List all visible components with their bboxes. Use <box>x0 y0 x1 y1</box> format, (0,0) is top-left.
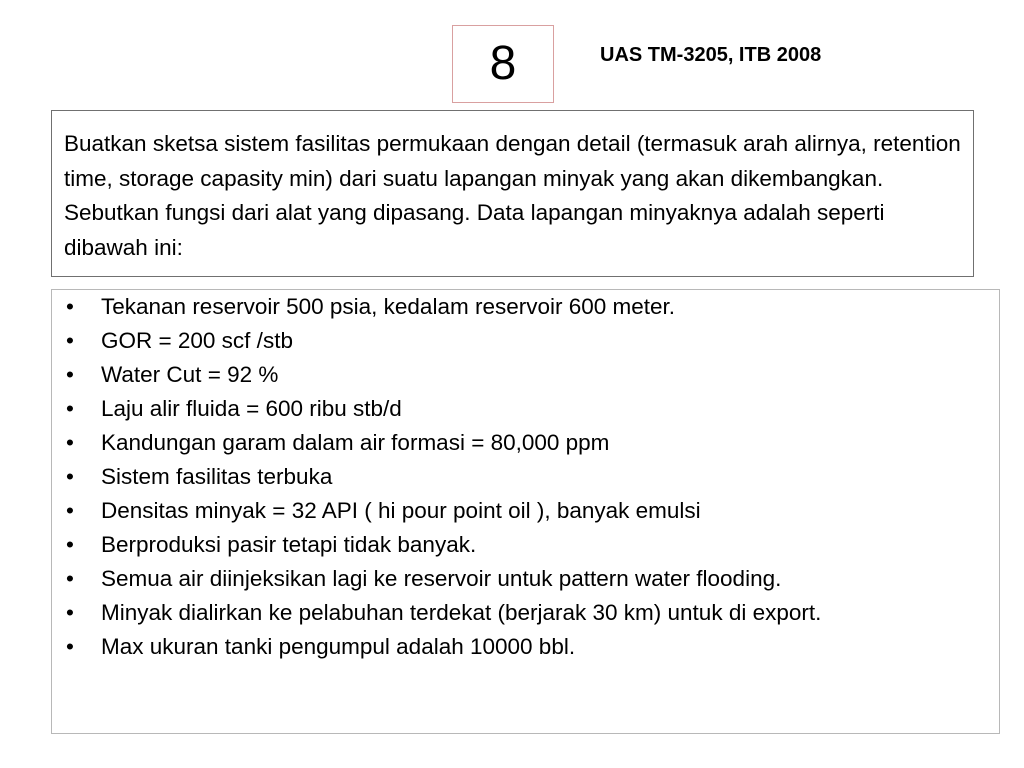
slide-number-box <box>452 25 554 103</box>
list-item <box>52 430 999 455</box>
list-item <box>52 532 999 557</box>
bullet-icon: • <box>66 396 74 421</box>
list-item-text: Semua air diinjeksikan lagi ke reservoir untuk pattern water flooding. <box>101 566 782 591</box>
bullet-icon: • <box>66 464 74 489</box>
list-item <box>52 396 999 421</box>
bullet-icon: • <box>66 634 74 659</box>
slide-number: 8 <box>489 37 517 90</box>
exam-title: UAS TM-3205, ITB 2008 <box>600 44 822 66</box>
bullet-icon: • <box>66 532 74 557</box>
bullet-icon: • <box>66 430 74 455</box>
list-item <box>52 464 999 489</box>
list-item-text: Berproduksi pasir tetapi tidak banyak. <box>101 532 477 557</box>
list-item <box>52 634 999 659</box>
list-item-text: GOR = 200 scf /stb <box>101 328 293 353</box>
list-item-text: Densitas minyak = 32 API ( hi pour point oil ), banyak emulsi <box>101 498 701 523</box>
field-data-list <box>52 294 999 668</box>
field-data-box <box>51 289 1000 734</box>
bullet-icon: • <box>66 566 74 591</box>
list-item <box>52 328 999 353</box>
list-item-text: Minyak dialirkan ke pelabuhan terdekat (berjarak 30 km) untuk di export. <box>101 600 822 625</box>
list-item-text: Tekanan reservoir 500 psia, kedalam reservoir 600 meter. <box>101 294 676 319</box>
list-item-text: Sistem fasilitas terbuka <box>101 464 333 489</box>
list-item-text: Laju alir fluida = 600 ribu stb/d <box>101 396 402 421</box>
question-text: Buatkan sketsa sistem fasilitas permukaan dengan detail (termasuk arah alirnya, retention time, storage capasity min) dari suatu lapangan minyak yang akan dikembangkan. Sebutkan fungsi dari alat yang dipasang. Data lapangan minyaknya adalah seperti dibawah ini: <box>64 131 961 260</box>
bullet-icon: • <box>66 294 74 319</box>
list-item <box>52 566 999 591</box>
list-item <box>52 294 999 319</box>
list-item-text: Kandungan garam dalam air formasi = 80,000 ppm <box>101 430 610 455</box>
list-item <box>52 498 999 523</box>
bullet-icon: • <box>66 362 74 387</box>
bullet-icon: • <box>66 600 74 625</box>
question-box <box>51 110 974 277</box>
list-item-text: Max ukuran tanki pengumpul adalah 10000 bbl. <box>101 634 576 659</box>
bullet-icon: • <box>66 328 74 353</box>
list-item-text: Water Cut = 92 % <box>101 362 279 387</box>
list-item <box>52 362 999 387</box>
bullet-icon: • <box>66 498 74 523</box>
list-item <box>52 600 999 625</box>
